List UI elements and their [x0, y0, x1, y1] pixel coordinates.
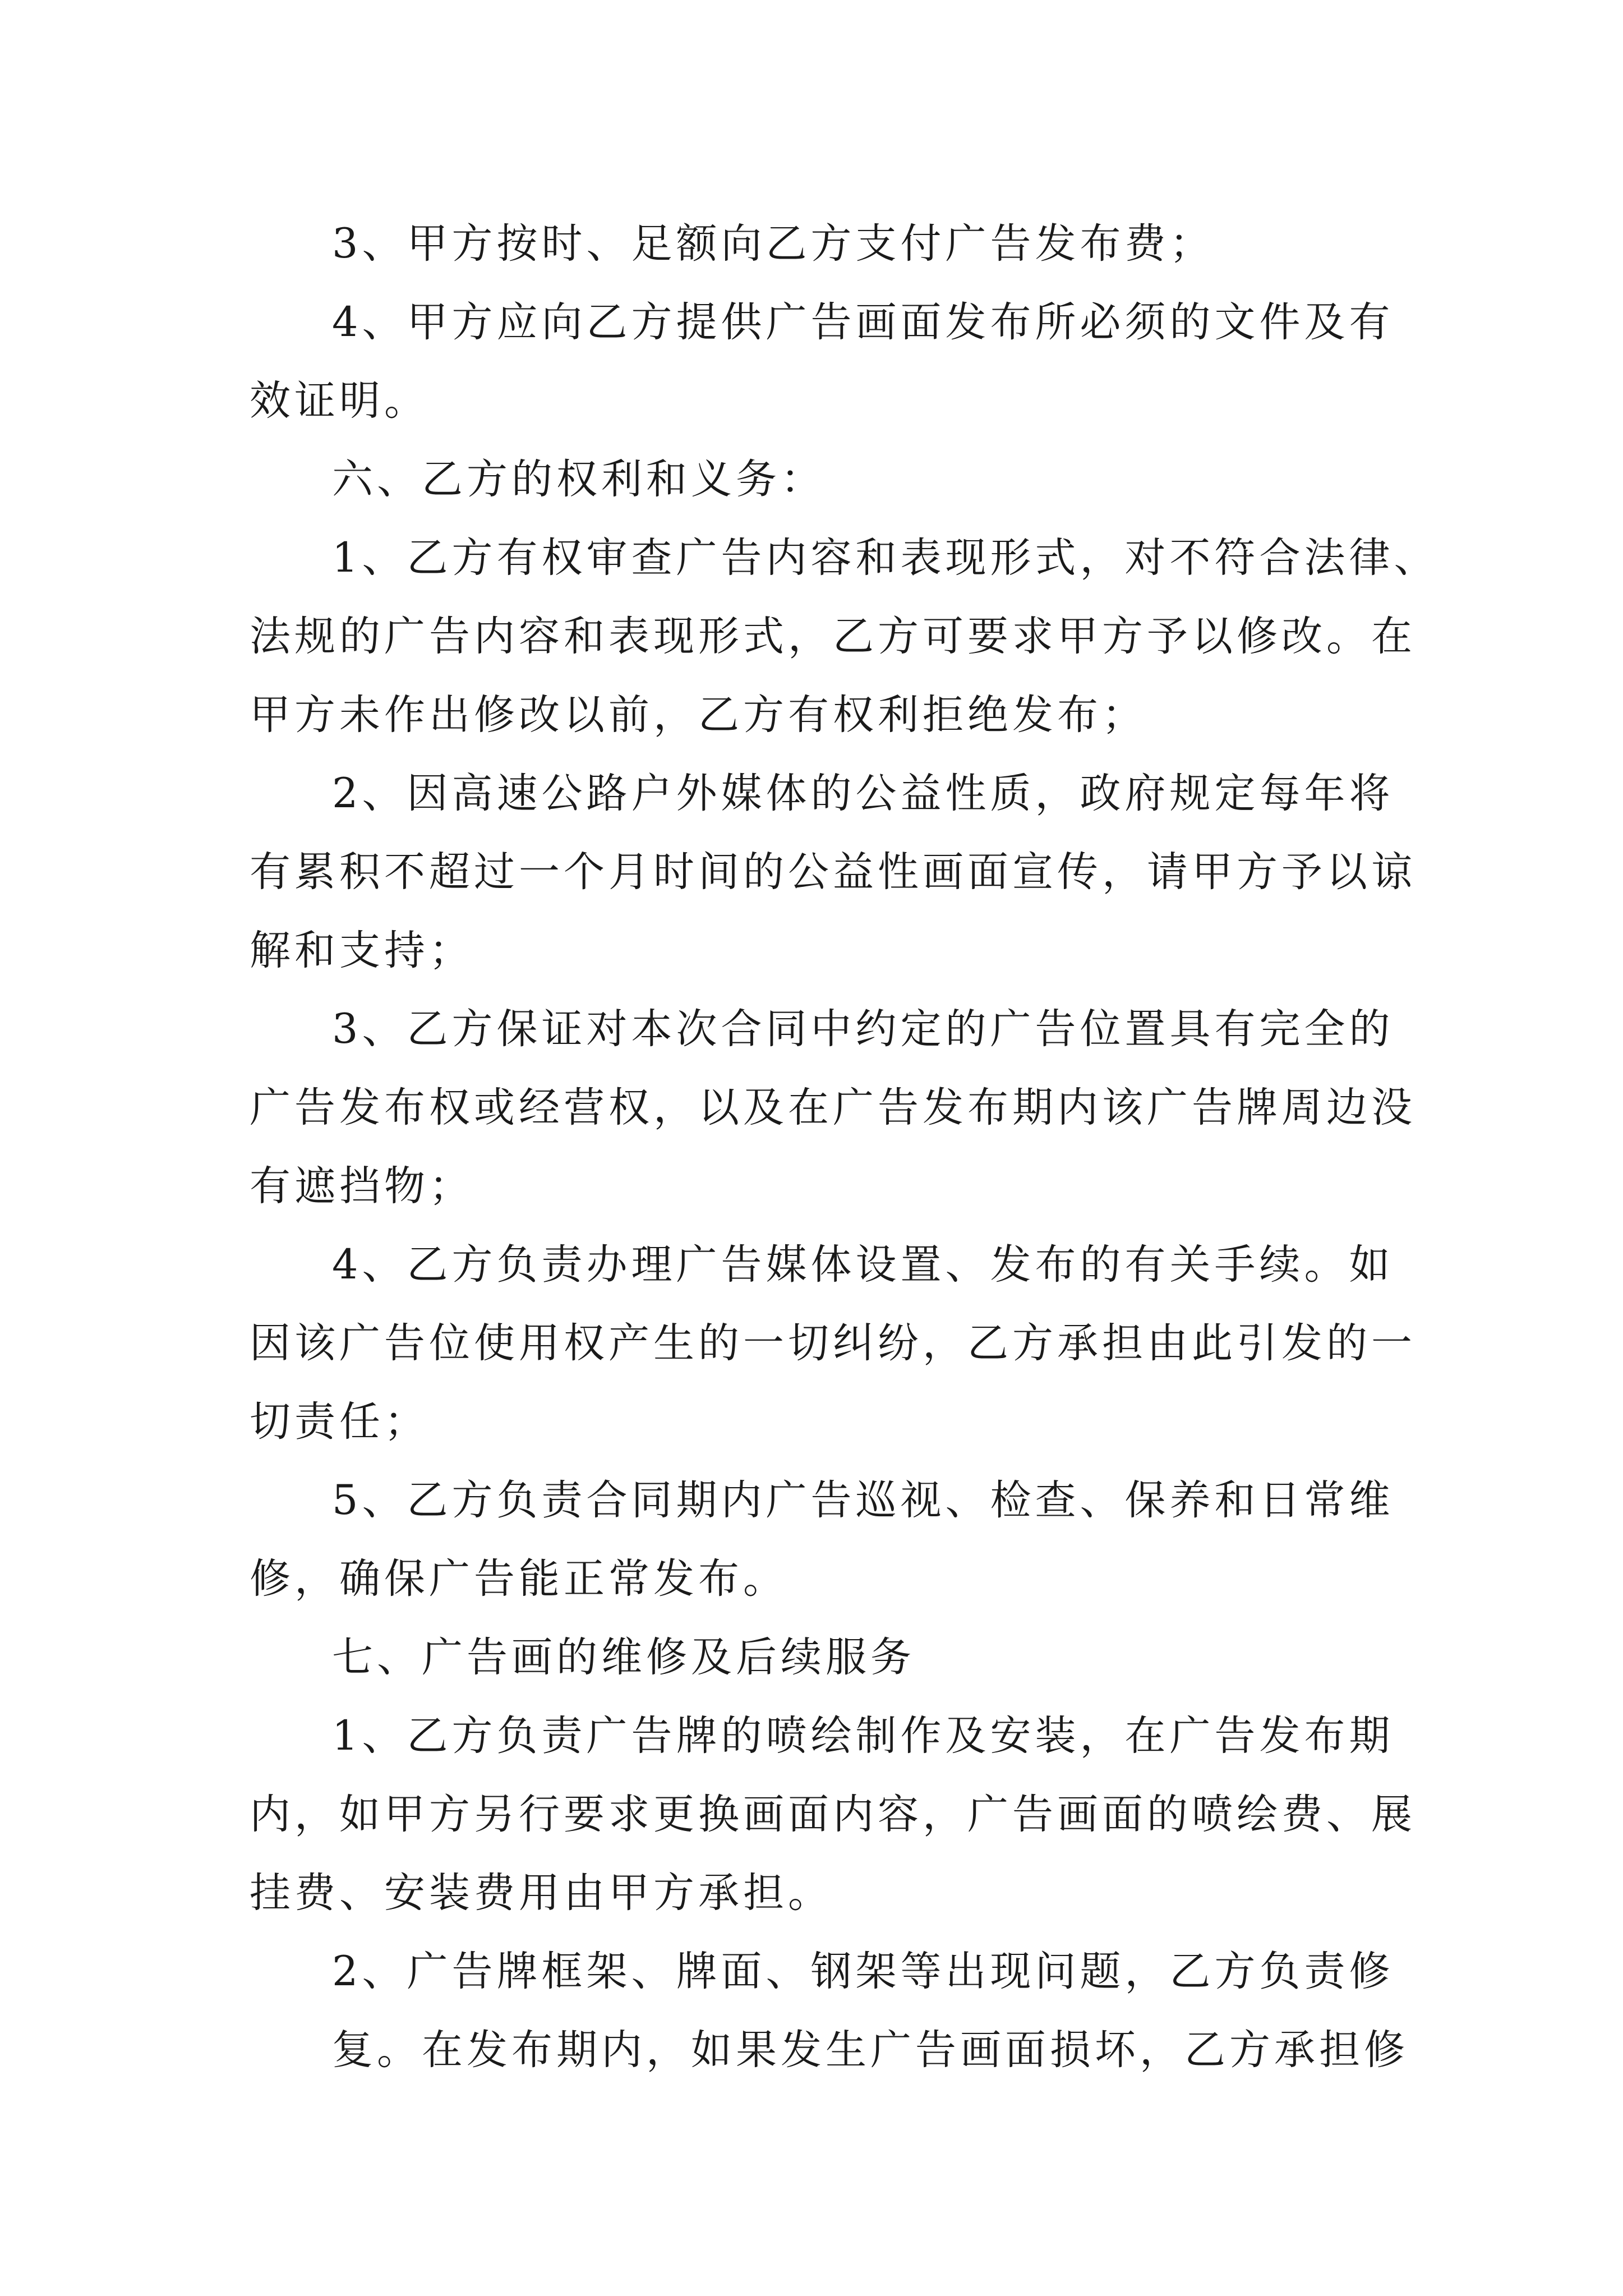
text-line: 2、因高速公路户外媒体的公益性质，政府规定每年将: [332, 770, 1394, 817]
text-line: 甲方未作出修改以前，乙方有权利拒绝发布；: [250, 691, 1147, 739]
text-line: 法规的广告内容和表现形式，乙方可要求甲方予以修改。在: [250, 613, 1416, 660]
text-line: 4、乙方负责办理广告媒体设置、发布的有关手续。如: [332, 1241, 1394, 1289]
text-line: 有累积不超过一个月时间的公益性画面宣传，请甲方予以谅: [250, 848, 1416, 896]
text-line: 内，如甲方另行要求更换画面内容，广告画面的喷绘费、展: [250, 1791, 1416, 1838]
text-line: 复。在发布期内，如果发生广告画面损坏，乙方承担修: [332, 2026, 1409, 2074]
text-line: 1、乙方有权审查广告内容和表现形式，对不符合法律、: [332, 534, 1439, 582]
text-line: 广告发布权或经营权，以及在广告发布期内该广告牌周边没: [250, 1084, 1416, 1131]
text-line: 1、乙方负责广告牌的喷绘制作及安装，在广告发布期: [332, 1712, 1394, 1760]
text-line: 5、乙方负责合同期内广告巡视、检查、保养和日常维: [332, 1476, 1394, 1524]
text-line: 3、甲方按时、足额向乙方支付广告发布费；: [332, 220, 1215, 268]
text-line: 挂费、安装费用由甲方承担。: [250, 1869, 833, 1917]
text-line: 解和支持；: [250, 927, 474, 974]
text-line: 效证明。: [250, 377, 429, 425]
section-heading: 七、广告画的维修及后续服务: [332, 1634, 915, 1681]
text-line: 3、乙方保证对本次合同中约定的广告位置具有完全的: [332, 1005, 1394, 1053]
text-line: 因该广告位使用权产生的一切纠纷，乙方承担由此引发的一: [250, 1319, 1416, 1367]
text-line: 2、广告牌框架、牌面、钢架等出现问题，乙方负责修: [332, 1948, 1394, 1995]
text-line: 切责任；: [250, 1398, 429, 1446]
section-heading: 六、乙方的权利和义务：: [332, 455, 826, 503]
text-line: 4、甲方应向乙方提供广告画面发布所必须的文件及有: [332, 298, 1394, 346]
text-line: 修，确保广告能正常发布。: [250, 1555, 788, 1603]
text-line: 有遮挡物；: [250, 1162, 474, 1210]
